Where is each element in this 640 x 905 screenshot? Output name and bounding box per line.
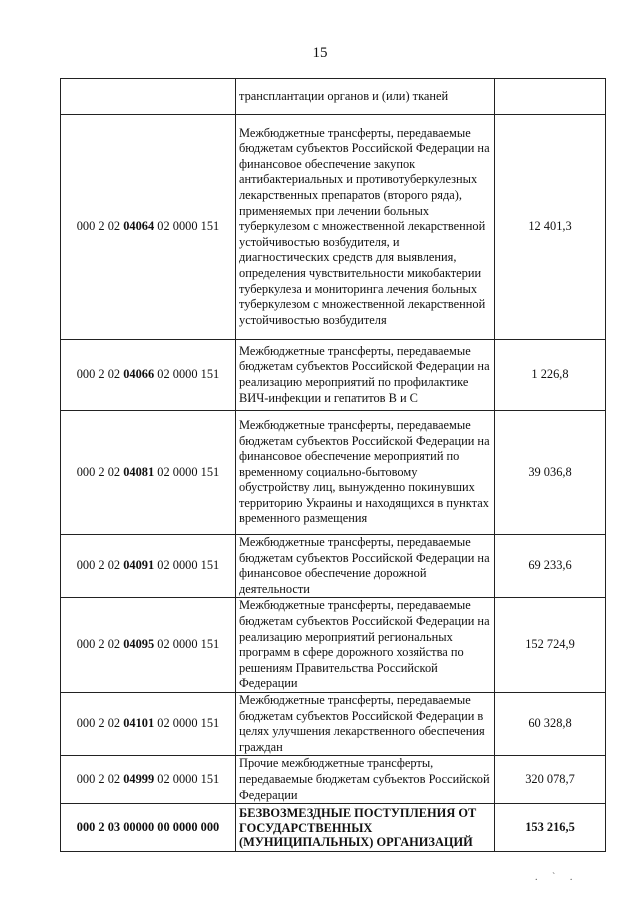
table-row — [61, 756, 606, 804]
code-mid: 04066 — [123, 367, 155, 382]
code-suffix: 02 0000 151 — [154, 772, 220, 787]
code-cell — [61, 535, 236, 598]
amount-cell: 69 233,6 — [495, 535, 606, 598]
description-cell: трансплантации органов и (или) тканей — [236, 79, 495, 115]
amount-cell: 1 226,8 — [495, 340, 606, 411]
code-mid: 04101 — [123, 716, 155, 731]
table-row — [61, 340, 606, 411]
amount-cell: 12 401,3 — [495, 115, 606, 340]
description-cell: Межбюджетные трансферты, передаваемые бюджетам субъектов Российской Федерации на финансовое обеспечение мероприятий по временному социально-бытовому обустройству лиц, вынужденно покинувших территорию Украины и находящихся в пунктах временного размещения — [236, 411, 495, 535]
code-prefix: 000 2 02 — [76, 772, 124, 787]
description-cell: Межбюджетные трансферты, передаваемые бюджетам субъектов Российской Федерации на финансовое обеспечение закупок антибактериальных и противотуберкулезных лекарственных препаратов (второго ряда), применяемых при лечении больных туберкулезом с множественной лекарственной устойчивостью возбудителя, и диагностических средств для выявления, определения чувствительности микобактерии туберкулеза и мониторинга лечения больных туберкулезом с множественной лекарственной устойчивостью возбудителя — [236, 115, 495, 340]
code-cell — [61, 115, 236, 340]
budget-table — [60, 78, 606, 852]
code-cell — [61, 756, 236, 804]
description-cell: БЕЗВОЗМЕЗДНЫЕ ПОСТУПЛЕНИЯ ОТ ГОСУДАРСТВЕННЫХ (МУНИЦИПАЛЬНЫХ) ОРГАНИЗАЦИЙ — [236, 804, 495, 852]
footer-marks: . ` . — [535, 872, 579, 883]
amount-cell: 320 078,7 — [495, 756, 606, 804]
code-suffix: 02 0000 151 — [154, 219, 220, 234]
code-prefix: 000 2 02 — [76, 716, 124, 731]
budget-table-body — [61, 79, 606, 852]
table-row — [61, 598, 606, 693]
code-prefix: 000 2 03 00000 00 0000 000 — [76, 820, 220, 835]
description-cell: Межбюджетные трансферты, передаваемые бюджетам субъектов Российской Федерации на реализацию мероприятий региональных программ в сфере дорожного хозяйства по решениям Правительства Российской Федерации — [236, 598, 495, 693]
amount-cell — [495, 79, 606, 115]
code-mid: 04999 — [123, 772, 155, 787]
code-mid: 04081 — [123, 464, 155, 479]
description-cell: Межбюджетные трансферты, передаваемые бюджетам субъектов Российской Федерации на реализацию мероприятий по профилактике ВИЧ-инфекции и гепатитов В и С — [236, 340, 495, 411]
code-suffix: 02 0000 151 — [154, 464, 220, 479]
table-row — [61, 804, 606, 852]
code-suffix: 02 0000 151 — [154, 367, 220, 382]
table-row — [61, 411, 606, 535]
code-cell — [61, 804, 236, 852]
code-cell — [61, 692, 236, 755]
description-cell: Межбюджетные трансферты, передаваемые бюджетам субъектов Российской Федерации на финансовое обеспечение дорожной деятельности — [236, 535, 495, 598]
code-mid: 04095 — [123, 637, 155, 652]
code-cell — [61, 598, 236, 693]
amount-cell: 153 216,5 — [495, 804, 606, 852]
table-row — [61, 79, 606, 115]
code-cell — [61, 340, 236, 411]
amount-cell: 60 328,8 — [495, 692, 606, 755]
code-prefix: 000 2 02 — [76, 219, 124, 234]
code-prefix: 000 2 02 — [76, 464, 124, 479]
code-suffix: 02 0000 151 — [154, 558, 220, 573]
code-mid: 04064 — [123, 219, 155, 234]
code-prefix: 000 2 02 — [76, 637, 124, 652]
code-mid: 04091 — [123, 558, 155, 573]
table-row — [61, 535, 606, 598]
code-suffix: 02 0000 151 — [154, 716, 220, 731]
page-number: 15 — [312, 45, 328, 61]
code-cell — [61, 79, 236, 115]
code-cell — [61, 411, 236, 535]
amount-cell: 39 036,8 — [495, 411, 606, 535]
code-prefix: 000 2 02 — [76, 367, 124, 382]
description-cell: Межбюджетные трансферты, передаваемые бюджетам субъектов Российской Федерации в целях улучшения лекарственного обеспечения граждан — [236, 692, 495, 755]
description-cell: Прочие межбюджетные трансферты, передаваемые бюджетам субъектов Российской Федерации — [236, 756, 495, 804]
amount-cell: 152 724,9 — [495, 598, 606, 693]
table-row — [61, 115, 606, 340]
code-prefix: 000 2 02 — [76, 558, 124, 573]
code-suffix: 02 0000 151 — [154, 637, 220, 652]
table-row — [61, 692, 606, 755]
